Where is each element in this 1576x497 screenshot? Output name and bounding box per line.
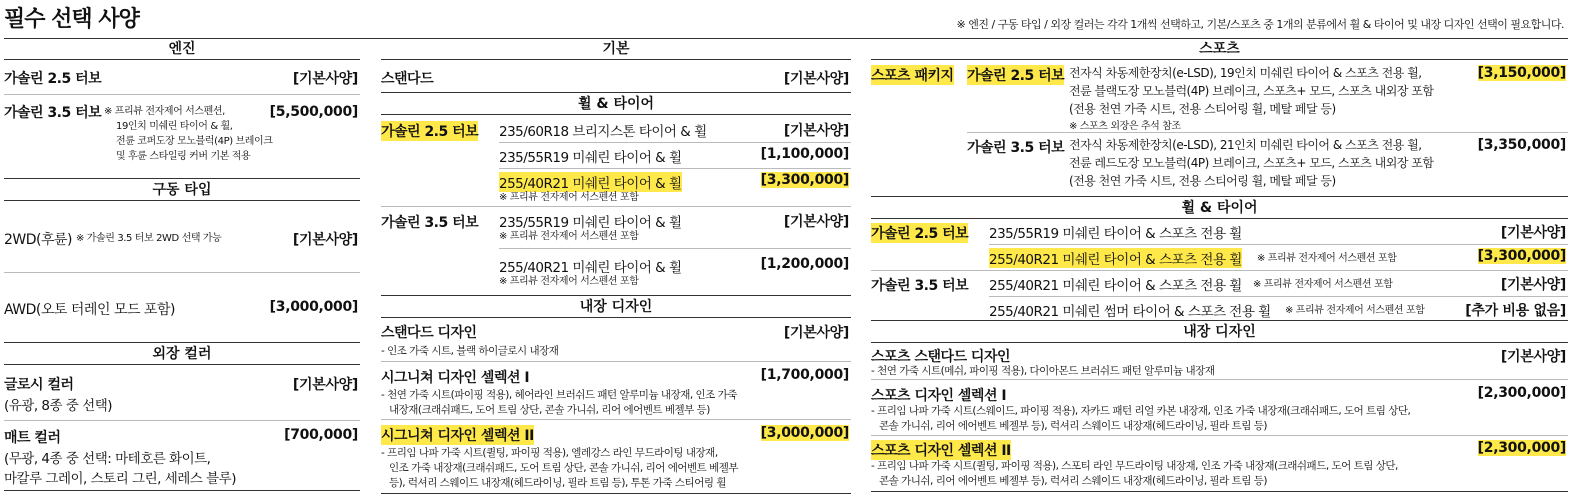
engine-price: [기본사양]: [292, 71, 358, 87]
wheel-note: ※ 프리뷰 전자제어 서스펜션 포함: [499, 276, 639, 287]
engine-note: ※ 프리뷰 전자제어 서스펜션,: [104, 106, 225, 117]
wheel-price: [3,300,000]: [1477, 248, 1566, 264]
wheel-label: 235/55R19 미쉐린 타이어 & 스포츠 전용 휠: [989, 226, 1242, 242]
package-desc: (전용 천연 가죽 시트, 전용 스티어링 휠, 메탈 페달 등): [1069, 102, 1336, 116]
interior-price: [2,300,000]: [1477, 385, 1566, 401]
wheel-note: ※ 프리뷰 전자제어 서스펜션 포함: [499, 231, 639, 242]
wheel-engine-label: 가솔린 2.5 터보: [381, 121, 478, 141]
divider: [499, 248, 851, 249]
interior-price: [기본사양]: [783, 325, 849, 341]
wheel-price: [1,200,000]: [760, 256, 849, 272]
wheel-label: 255/40R21 미쉐린 타이어 & 휠: [499, 260, 682, 276]
interior-label: 시그니쳐 디자인 셀렉션 I: [381, 370, 530, 386]
wheel-note: ※ 프리뷰 전자제어 서스펜션 포함: [1253, 279, 1393, 290]
exterior-sub: 마칼루 그레이, 스토리 그린, 세레스 블루): [4, 471, 236, 487]
interior-desc: 인조 가죽 내장재(크래쉬패드, 도어 트림 상단, 콘솔 가니쉬, 리어 에어벤트 베젤부: [389, 462, 739, 474]
package-desc: 전자식 차동제한장치(e-LSD), 19인치 미쉐린 타이어 & 스포츠 전용 휠,: [1069, 66, 1422, 80]
package-engine-label: 가솔린 2.5 터보: [967, 65, 1064, 85]
divider: [871, 270, 1568, 271]
interior-label: 스포츠 디자인 셀렉션 I: [871, 388, 1007, 404]
sport-wheel-heading: 휠 & 타이어: [871, 197, 1568, 219]
package-price: [3,150,000]: [1477, 65, 1566, 81]
drive-price: [기본사양]: [292, 232, 358, 248]
wheel-note: ※ 프리뷰 전자제어 서스펜션 포함: [1285, 305, 1425, 316]
package-desc: (전용 천연 가죽 시트, 전용 스티어링 휠, 메탈 페달 등): [1069, 174, 1336, 188]
exterior-sub: (유광, 8종 중 선택): [4, 398, 113, 414]
interior-desc: - 천연 가죽 시트(메쉬, 파이핑 적용), 다이아몬드 브러쉬드 패턴 알루미늄 내장재: [871, 365, 1215, 377]
interior-desc: - 인조 가죽 시트, 블랙 하이글로시 내장재: [381, 345, 559, 357]
interior-desc: - 천연 가죽 시트(파이핑 적용), 헤어라인 브러쉬드 패턴 알루미늄 내장재, 인조 가죽: [381, 389, 737, 401]
interior-desc: - 프리임 나파 가죽 시트(스웨이드, 파이핑 적용), 자카드 패턴 리얼 카본 내장재, 인조 가죽 내장재(크래쉬패드, 도어 트림 상단,: [871, 405, 1411, 417]
drive-label: AWD(오토 터레인 모드 포함): [4, 302, 175, 318]
bottom-divider: [871, 491, 1568, 492]
wheel-label: 255/40R21 미쉐린 썸머 타이어 & 스포츠 전용 휠: [989, 304, 1271, 320]
sport-interior-heading: 내장 디자인: [871, 321, 1568, 343]
engine-note: 전륜 코퍼도장 모노블럭(4P) 브레이크: [116, 136, 273, 147]
wheel-label: 235/60R18 브리지스톤 타이어 & 휠: [499, 124, 707, 140]
divider: [967, 132, 1568, 133]
exterior-price: [700,000]: [284, 427, 358, 443]
wheel-price: [기본사양]: [1500, 225, 1566, 241]
interior-desc: 콘솔 가니쉬, 리어 에어벤트 베젤부 등), 럭셔리 스웨이드 내장재(헤드라이닝, 필라 트림 등): [879, 420, 1268, 432]
drive-note: ※ 가솔린 3.5 터보 2WD 선택 가능: [76, 233, 222, 244]
wheel-price: [추가 비용 없음]: [1465, 303, 1566, 319]
divider: [381, 419, 851, 420]
wheel-price: [3,300,000]: [760, 172, 849, 188]
divider: [4, 94, 360, 95]
divider: [499, 168, 851, 169]
interior-label: 스포츠 디자인 셀렉션 II: [871, 440, 1011, 460]
exterior-label: 글로시 컬러: [4, 377, 74, 393]
engine-heading: 엔진: [4, 38, 360, 60]
package-desc: 전자식 차동제한장치(e-LSD), 21인치 미쉐린 타이어 & 스포츠 전용 휠,: [1069, 138, 1422, 152]
basic-wheel-heading: 휠 & 타이어: [381, 93, 851, 115]
interior-label: 스탠다드 디자인: [381, 325, 477, 341]
drive-heading: 구동 타입: [4, 179, 360, 201]
divider: [871, 435, 1568, 436]
engine-price: [5,500,000]: [269, 104, 358, 120]
page-title: 필수 선택 사양: [4, 7, 139, 32]
wheel-label: 255/40R21 미쉐린 타이어 & 스포츠 전용 휠: [989, 248, 1242, 268]
sport-heading: 스포츠: [871, 38, 1568, 60]
basic-interior-heading: 내장 디자인: [381, 296, 851, 318]
interior-price: [3,000,000]: [760, 425, 849, 441]
divider: [4, 420, 360, 421]
basic-heading: 기본: [381, 38, 851, 60]
exterior-price: [기본사양]: [292, 377, 358, 393]
divider: [989, 244, 1568, 245]
exterior-label: 매트 컬러: [4, 430, 61, 446]
header-note: ※ 엔진 / 구동 타입 / 외장 컬러는 각각 1개씩 선택하고, 기본/스포츠 중 1개의 분류에서 휠 & 타이어 및 내장 디자인 선택이 필요합니다.: [956, 18, 1564, 31]
bottom-divider: [381, 493, 851, 494]
wheel-label: 235/55R19 미쉐린 타이어 & 휠: [499, 215, 682, 231]
package-price: [3,350,000]: [1477, 137, 1566, 153]
divider: [381, 361, 851, 362]
wheel-note: ※ 프리뷰 전자제어 서스펜션 포함: [1257, 253, 1397, 264]
divider: [4, 272, 360, 273]
interior-price: [1,700,000]: [760, 367, 849, 383]
package-desc: 전륜 블랙도장 모노블럭(4P) 브레이크, 스포츠+ 모드, 스포츠 내외장 포함: [1069, 84, 1434, 98]
wheel-price: [기본사양]: [783, 123, 849, 139]
drive-label: 2WD(후륜): [4, 232, 73, 248]
wheel-price: [기본사양]: [783, 214, 849, 230]
interior-label: 시그니쳐 디자인 셀렉션 II: [381, 425, 534, 445]
bottom-divider: [4, 490, 360, 491]
engine-note: 19인치 미쉐린 타이어 & 휠,: [116, 121, 233, 132]
wheel-label: 255/40R21 미쉐린 타이어 & 스포츠 전용 휠: [989, 278, 1242, 294]
interior-price: [2,300,000]: [1477, 440, 1566, 456]
wheel-engine-label: 가솔린 2.5 터보: [871, 223, 968, 243]
wheel-engine-label: 가솔린 3.5 터보: [381, 215, 479, 231]
interior-desc: 콘솔 가니쉬, 리어 에어벤트 베젤부 등), 럭셔리 스웨이드 내장재(헤드라이닝, 필라 트림 등): [879, 475, 1268, 487]
divider: [381, 206, 851, 207]
interior-label: 스포츠 스탠다드 디자인: [871, 349, 1010, 365]
interior-desc: - 프리임 나파 가죽 시트(퀼팅, 파이핑 적용), 엘레강스 라인 무드라이팅 내장재,: [381, 447, 718, 459]
divider: [499, 142, 851, 143]
interior-price: [기본사양]: [1500, 349, 1566, 365]
engine-label: 가솔린 3.5 터보: [4, 105, 102, 121]
package-desc: 전륜 레드도장 모노블럭(4P) 브레이크, 스포츠+ 모드, 스포츠 내외장 포함: [1069, 156, 1434, 170]
engine-label: 가솔린 2.5 터보: [4, 71, 102, 87]
wheel-label: 235/55R19 미쉐린 타이어 & 휠: [499, 150, 682, 166]
exterior-sub: (무광, 4종 중 선택: 마테호른 화이트,: [4, 451, 211, 467]
trim-label: 스탠다드: [381, 71, 434, 87]
package-engine-label: 가솔린 3.5 터보: [967, 140, 1065, 156]
package-note: ※ 스포츠 외장은 추석 참조: [1069, 121, 1181, 132]
wheel-price: [1,100,000]: [760, 146, 849, 162]
wheel-label: 255/40R21 미쉐린 타이어 & 휠: [499, 172, 682, 192]
divider: [989, 296, 1568, 297]
interior-desc: 내장재(크래쉬패드, 도어 트림 상단, 콘솔 가니쉬, 리어 에어벤트 베젤부 등): [389, 404, 710, 416]
sport-package-label: 스포츠 패키지: [871, 65, 954, 85]
interior-desc: 등), 럭셔리 스웨이드 내장재(헤드라이닝, 필라 트림 등), 투톤 가죽 스티어링 휠: [389, 477, 726, 489]
trim-price: [기본사양]: [783, 71, 849, 87]
divider: [871, 379, 1568, 380]
engine-note: 및 후륜 스타일링 커버 기본 적용: [116, 151, 251, 162]
exterior-heading: 외장 컬러: [4, 343, 360, 365]
interior-desc: - 프리임 나파 가죽 시트(퀼팅, 파이핑 적용), 스포티 라인 무드라이팅 내장재, 인조 가죽 내장재(크래쉬패드, 도어 트림 상단,: [871, 460, 1398, 472]
wheel-price: [기본사양]: [1500, 277, 1566, 293]
wheel-engine-label: 가솔린 3.5 터보: [871, 278, 969, 294]
wheel-note: ※ 프리뷰 전자제어 서스펜션 포함: [499, 192, 639, 203]
drive-price: [3,000,000]: [269, 299, 358, 315]
